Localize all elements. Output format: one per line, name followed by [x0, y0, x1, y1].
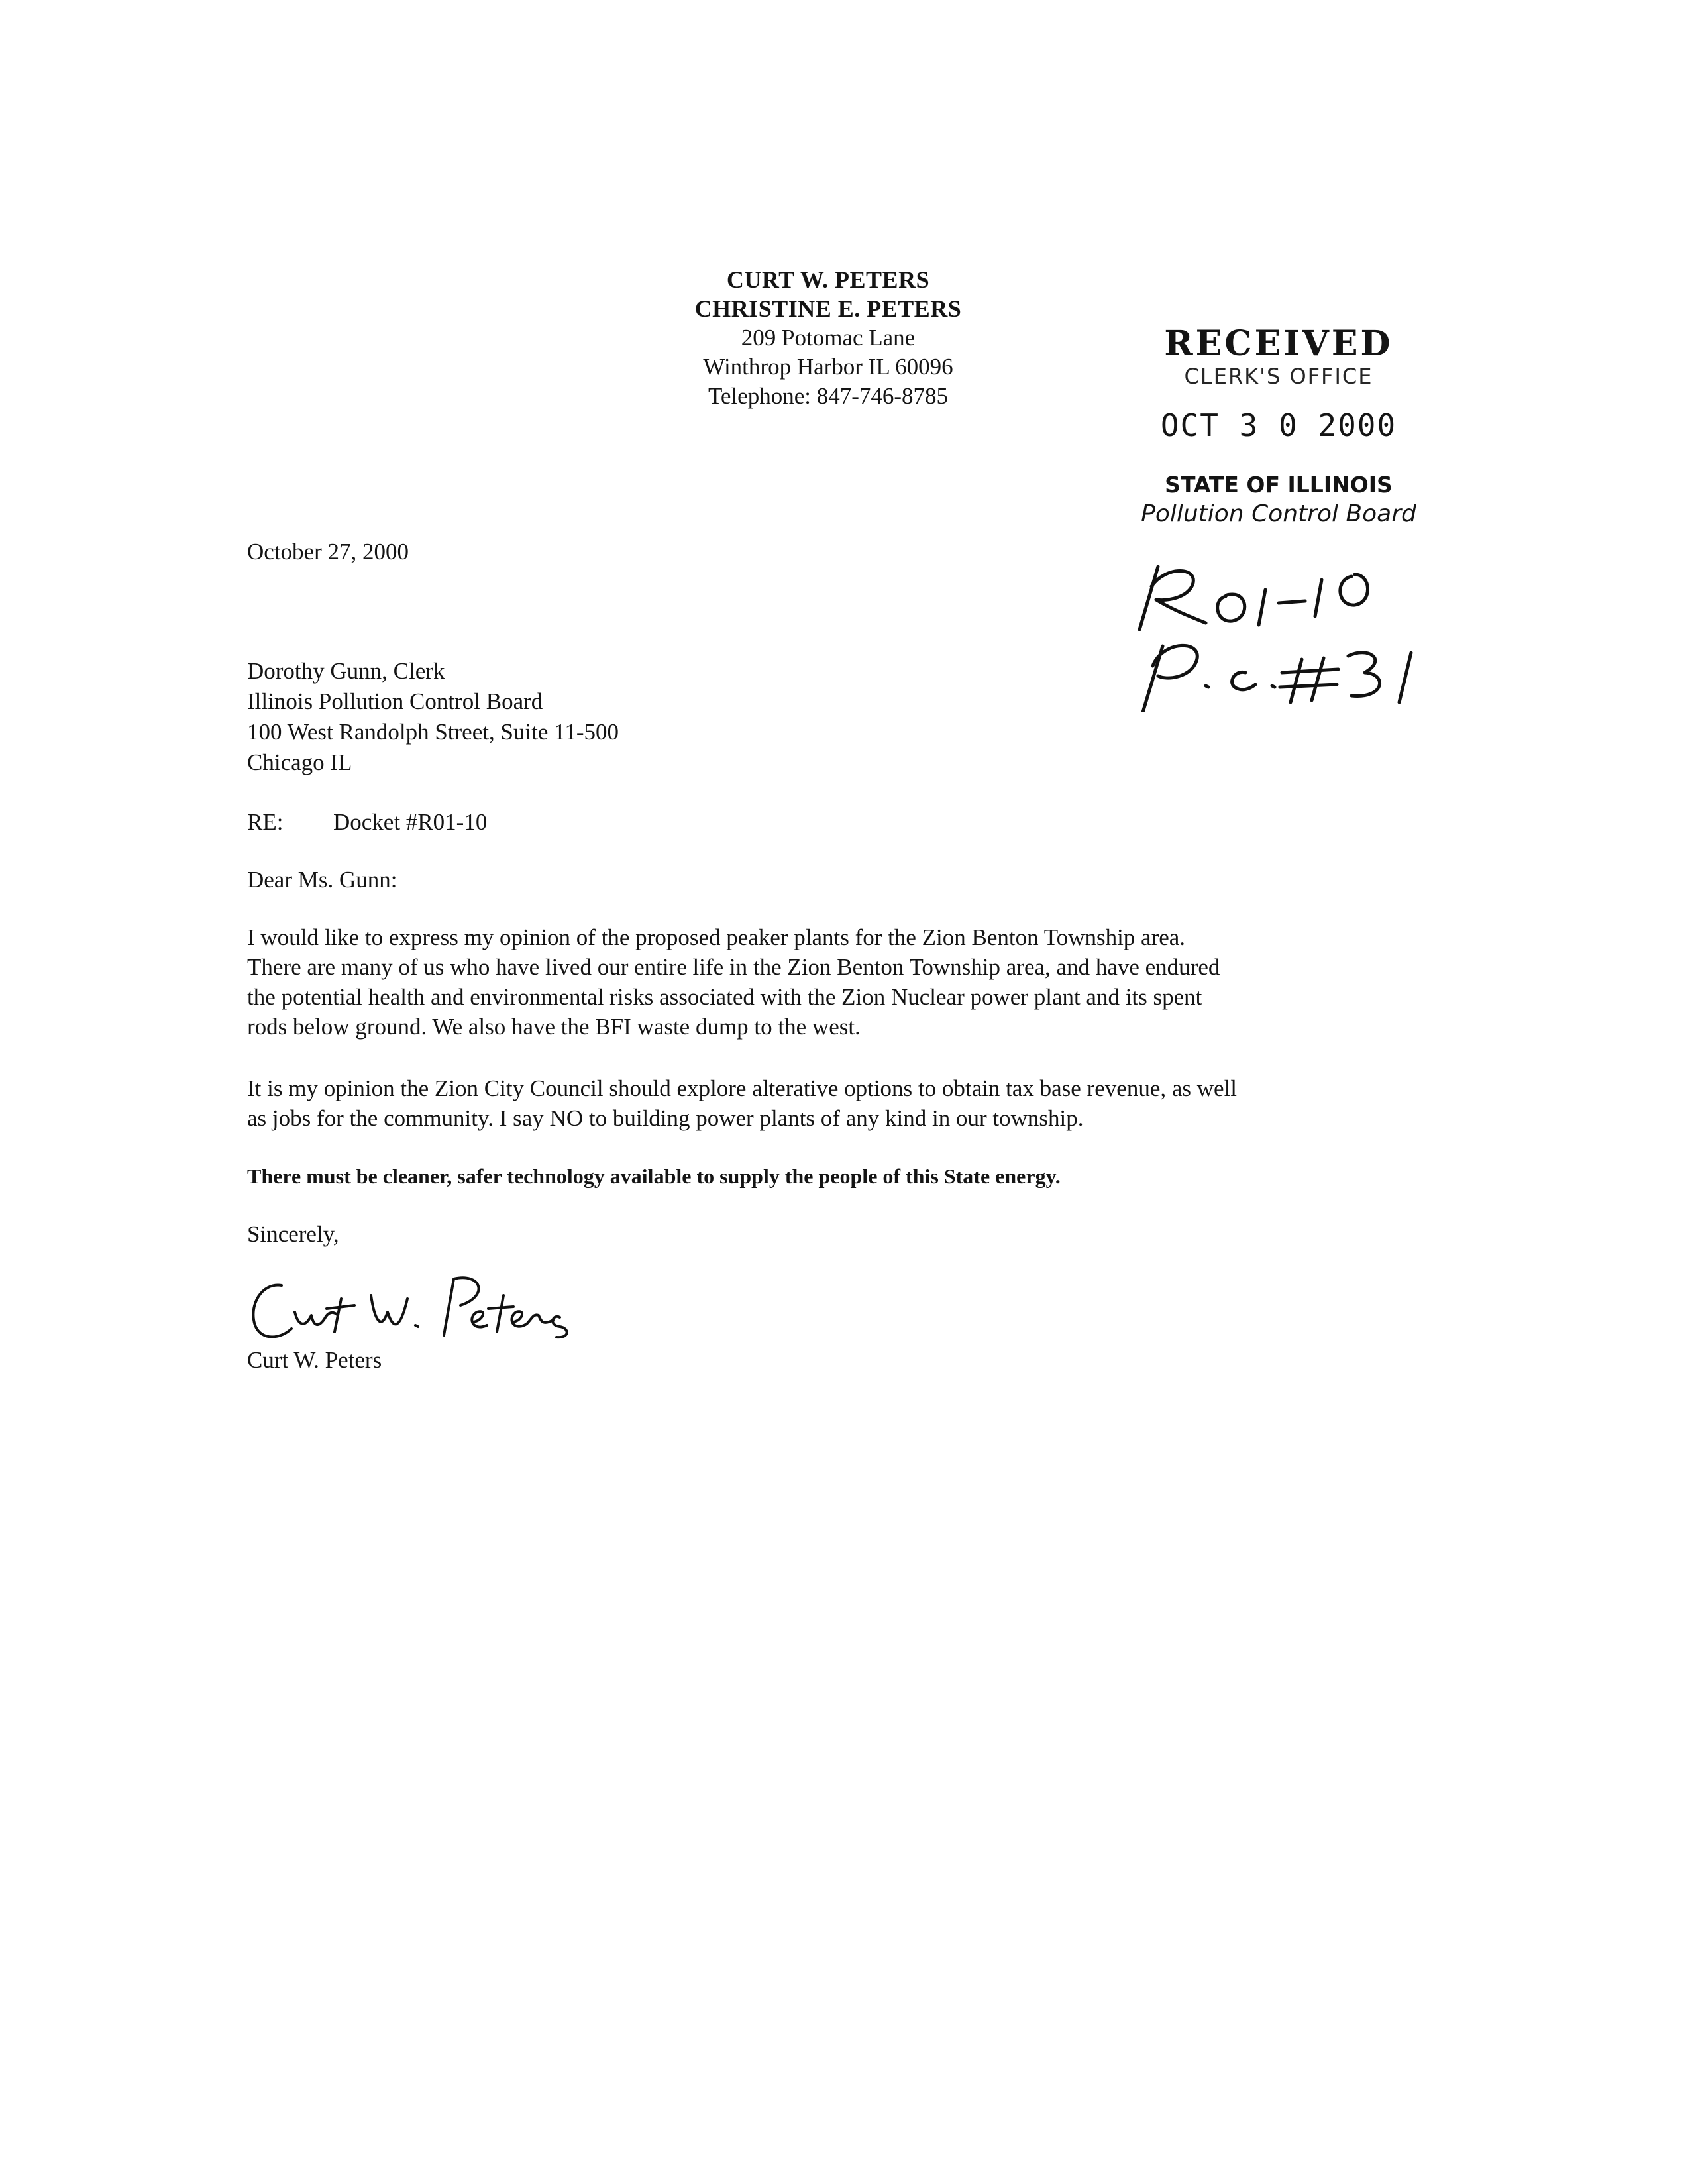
- paragraph-1: [247, 922, 1440, 1042]
- sender-street: 209 Potomac Lane: [741, 325, 916, 351]
- recipient-line-4: Chicago IL: [247, 749, 352, 775]
- paragraph-1-line: There are many of us who have lived our entire life in the Zion Benton Township area, and have endured: [247, 954, 1220, 980]
- stamp-office: CLERK'S OFFICE: [1184, 364, 1373, 389]
- paragraph-2-line: It is my opinion the Zion City Council should explore alterative options to obtain tax base revenue, as well: [247, 1075, 1238, 1101]
- handwritten-docket-notation: [1126, 560, 1471, 712]
- signer-name: Curt W. Peters: [247, 1347, 382, 1373]
- letterhead: [656, 265, 1000, 411]
- sender-city: Winthrop Harbor IL 60096: [703, 354, 953, 380]
- sender-telephone: Telephone: 847-746-8785: [708, 383, 949, 409]
- recipient-address: [247, 656, 619, 778]
- handwritten-signature: [242, 1259, 639, 1352]
- sender-name-1: CURT W. PETERS: [726, 266, 930, 293]
- stamp-board: Pollution Control Board: [1141, 500, 1416, 527]
- stamp-state: STATE OF ILLINOIS: [1165, 472, 1393, 498]
- paragraph-1-line: I would like to express my opinion of the proposed peaker plants for the Zion Benton Township area.: [247, 924, 1186, 950]
- sender-name-2: CHRISTINE E. PETERS: [694, 296, 962, 322]
- stamp-date: OCT 3 0 2000: [1160, 408, 1397, 443]
- paragraph-2: [247, 1073, 1440, 1133]
- salutation: Dear Ms. Gunn:: [247, 867, 398, 893]
- received-stamp: [1086, 325, 1471, 529]
- paragraph-1-line: rods below ground. We also have the BFI waste dump to the west.: [247, 1014, 861, 1040]
- recipient-line-1: Dorothy Gunn, Clerk: [247, 658, 445, 684]
- paragraph-2-line: as jobs for the community. I say NO to building power plants of any kind in our township.: [247, 1105, 1084, 1131]
- recipient-line-3: 100 West Randolph Street, Suite 11-500: [247, 719, 619, 745]
- re-label: RE:: [247, 809, 284, 835]
- closing: Sincerely,: [247, 1221, 339, 1247]
- paragraph-3: There must be cleaner, safer technology available to supply the people of this State energy.: [247, 1164, 1061, 1188]
- re-value: Docket #R01-10: [333, 809, 488, 835]
- stamp-received: RECEIVED: [1164, 323, 1393, 364]
- letter-date: October 27, 2000: [247, 539, 409, 565]
- recipient-line-2: Illinois Pollution Control Board: [247, 688, 543, 714]
- re-line: [247, 807, 487, 837]
- paragraph-1-line: the potential health and environmental risks associated with the Zion Nuclear power plant and its spent: [247, 984, 1202, 1010]
